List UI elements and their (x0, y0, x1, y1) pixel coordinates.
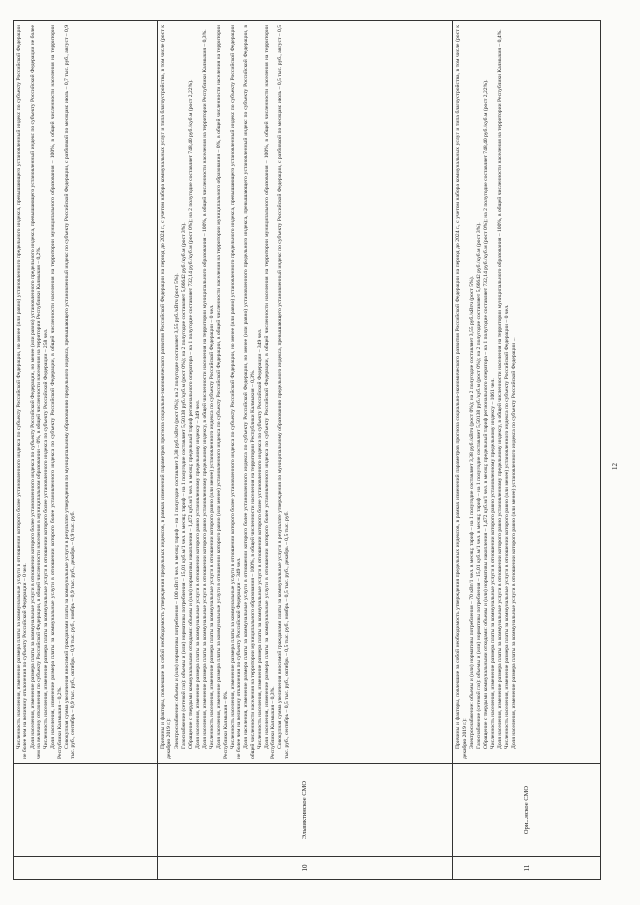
municipality-name (14, 764, 158, 857)
paragraph: Доля населения, изменение размера платы за коммунальные услуги в отношении которого более установленного индекса по субъекту Российской Федерации, но менее (или равно) установленного предельного индекса, превышающего установленный индекс по субъекту Российской Федерации, в общей численности населения на территории муниципального образования – 100%, в общей численности населения на территории Республики Калмыкия – 0,3%. (243, 25, 256, 759)
paragraph: Численность населения, изменение размера платы за коммунальные услуги в отношении которого равно (или менее) установленного индекса по субъекту Российской Федерации – 0 чел. (504, 304, 511, 749)
paragraph: Совокупная сумма увеличения вносимой гражданами платы за коммунальные услуги в результате утверждения по муниципальному образованию предельного индекса, превышающего установленный индекс по субъекту Российской Федерации, с разбивкой по месяцам: июль – 0,5 тыс. руб., август – 0,5 тыс. руб., сентябрь – 0,5 тыс. руб., октябрь – 0,5 тыс. руб., ноябрь – 0,5 тыс. руб., декабрь – 0,5 тыс. руб. (277, 25, 290, 759)
paragraph: Доля населения, изменение размера платы за коммунальные услуги в отношении которого равно установленному предельному индексу – 349 чел. (194, 399, 201, 749)
paragraph: Совокупная сумма увеличения вносимой гражданами платы за коммунальные услуги в результате утверждения по муниципальному образованию предельного индекса, превышающего установленный индекс по субъекту Российской Федерации, с разбивкой по месяцам: июль – 0,7 тыс. руб., август – 0,9 тыс. руб., сентябрь – 0,9 тыс. руб., октябрь – 0,9 тыс. руб., ноябрь – 0,9 тыс. руб., декабрь – 0,9 тыс. руб. (63, 25, 77, 759)
paragraph: Доля населения, изменение размера платы за коммунальные услуги в отношении которого равно (или менее) установленного индекса по субъекту Российской Федерации, в общей численности населения на территории муниципального образования – 0%, в общей численности населения на территории Республики Калмыкия – 0%. (216, 25, 229, 759)
row-description (453, 21, 601, 764)
paragraph: Численность населения, изменение размера платы за коммунальные услуги в отношении которого равно (или менее) установленного индекса по субъекту Российской Федерации – 0 чел. (208, 304, 215, 749)
paragraph: Доля населения, изменение размера платы за коммунальные услуги в отношении которого равно установленному предельному индексу, в общей численности населения на территории муниципального образования – 100%, в общей численности населения на территории Республики Калмыкия – 0,3%. (201, 29, 208, 749)
paragraph: Доля населения, изменение размера платы за коммунальные услуги в отношении которого более установленного индекса по субъекту Российской Федерации, в общей численности населения на территории муниципального образования – 100%, в общей численности населения на территории Республики Калмыкия – 0,3%. (263, 25, 277, 759)
municipality-table (13, 20, 601, 880)
table-row (14, 21, 158, 880)
paragraph: Численность населения, изменение размера платы за коммунальные услуги в отношении которого более установленного индекса по субъекту Российской Федерации, но менее (или равно) установленного предельного индекса, превышающего установленный индекс по субъекту Российской Федерации не более чем на величину отклонения по субъекту Российской Федерации – 349 чел. (229, 25, 243, 759)
paragraph: Причины и факторы, повлекшие за собой необходимость утверждения предельных индексов, в рамках изменений параметров прогноза социально-экономического развития Российской Федерации на период до 2024 г., с учетом набора коммунальных услуг и типа благоустройства, в том числе (рост к декабрю 2019 г.): (160, 25, 173, 759)
paragraph: Газоснабжение (сетевой газ): объемы и (или) нормативы потребления – 15,01 куб.м/1 чел. в месяц; тариф – на 1 полугодие составляет 5,50138 руб./куб.м (рост 0%); на 2 полугодие составляет 5,66642 руб./куб.м (рост 3%). (180, 222, 187, 749)
paragraph: Электроснабжение: объемы и (или) нормативы потребления – 100 кВт/1 чел. в месяц; тариф – на 1 полугодие составляет 3,38 руб./кВтч (рост 0%); на 2 полугодие составляет 3,55 руб./кВтч (рост 5%). (173, 273, 180, 749)
paragraph: Доля населения, изменение размера платы за коммунальные услуги в отношении которого более установленного индекса по субъекту Российской Федерации, в общей численности населения на территории муниципального образования – 100%, в общей численности населения на территории Республики Калмыкия – 0,2%. (50, 25, 63, 759)
paragraph: Обращение с твердыми коммунальными отходами: объемы и (или) нормативы накопления – 1,472 куб.м/1 чел. в месяц; предельный тариф регионального оператора – на 1 полугодие составляет 732,14 руб./куб.м (рост 0%); на 2 полугодие составляет 748,40 руб./куб.м (рост 2,22%). (187, 79, 194, 749)
paragraph: Доля населения, изменение размера платы за коммунальные услуги в отношении которого равно установленному предельному индексу, в общей численности населения на территории муниципального образования – 100%, в общей численности населения на территории Республики Калмыкия – 0,4%. (496, 29, 503, 749)
row-number (14, 857, 158, 880)
row-number: 11 (453, 857, 601, 880)
table-row (453, 21, 601, 880)
paragraph: Численность населения, изменение размера платы за коммунальные услуги в отношении которого более установленного индекса по субъекту Российской Федерации – 349 чел. (256, 328, 263, 749)
paragraph: Обращение с твердыми коммунальными отходами: объемы и (или) нормативы накопления – 1,472 куб.м/1 чел. в месяц; предельный тариф регионального оператора – на 1 полугодие составляет 732,14 руб./куб.м (рост 0%); на 2 полугодие составляет 748,40 руб./куб.м (рост 2,22%). (482, 79, 489, 749)
municipality-name: Ори...нское СМО (453, 764, 601, 857)
paragraph: Доля населения, изменение размера платы за коммунальные услуги в отношении которого равно (или менее) установленного индекса по субъекту Российской Федерации ... (511, 337, 518, 749)
row-description (158, 21, 453, 764)
paragraph: Численность населения, изменение размера платы за коммунальные услуги в отношении которого равно установленному предельному индексу – 1061 чел. (489, 378, 496, 749)
municipality-name: Эльвиктинское СМО (158, 764, 453, 857)
page-number: 12 (611, 463, 619, 470)
paragraph: Электроснабжение: объемы и (или) нормативы потребления – 70 кВт/1 чел. в месяц; тариф – на 1 полугодие составляет 3,38 руб./кВтч (рост 0%); на 2 полугодие составляет 3,55 руб./кВтч (рост 5%). (468, 276, 475, 749)
paragraph: Численность населения, изменение размера платы за коммунальные услуги в отношении которого более установленного индекса по субъекту Российской Федерации – 258 чел. (43, 328, 50, 749)
paragraph: Доля населения, изменение размера платы за коммунальные услуги в отношении которого более установленного индекса по субъекту Российской Федерации, но менее (или равно) установленного предельного индекса, превышающего установленный индекс по субъекту Российской Федерации не более чем на величину отклонения по субъекту Российской Федерации, в общей численности населения в муниципальном образовании – 0%, в общей численности населения на территории Республики Калмыкия – 0,2%. (29, 25, 43, 759)
row-description (14, 21, 158, 764)
rotated-landscape-sheet (5, 5, 635, 900)
row-number: 10 (158, 857, 453, 880)
paragraph: Численность населения, изменение размера платы за коммунальные услуги в отношении которого более установленного индекса по субъекту Российской Федерации, но менее (или равно) установленного предельного индекса, превышающего установленный индекс по субъекту Российской Федерации не более чем на величину отклонения по субъекту Российской Федерации – 0 чел. (16, 25, 29, 759)
paragraph: Газоснабжение (сетевой газ): объемы и (или) нормативы потребления – 15,01 куб.м/1 чел. в месяц; тариф – на 1 полугодие составляет 5,50138 руб./куб.м (рост 0%); на 2 полугодие составляет 5,66642 руб./куб.м (рост 3%). (475, 222, 482, 749)
paragraph: Причины и факторы, повлекшие за собой необходимость утверждения предельных индексов, в рамках изменений параметров прогноза социально-экономического развития Российской Федерации на период до 2024 г., с учетом набора коммунальных услуг и типа благоустройства, в том числе (рост к декабрю 2019 г.): (455, 25, 468, 759)
table-row (158, 21, 453, 880)
